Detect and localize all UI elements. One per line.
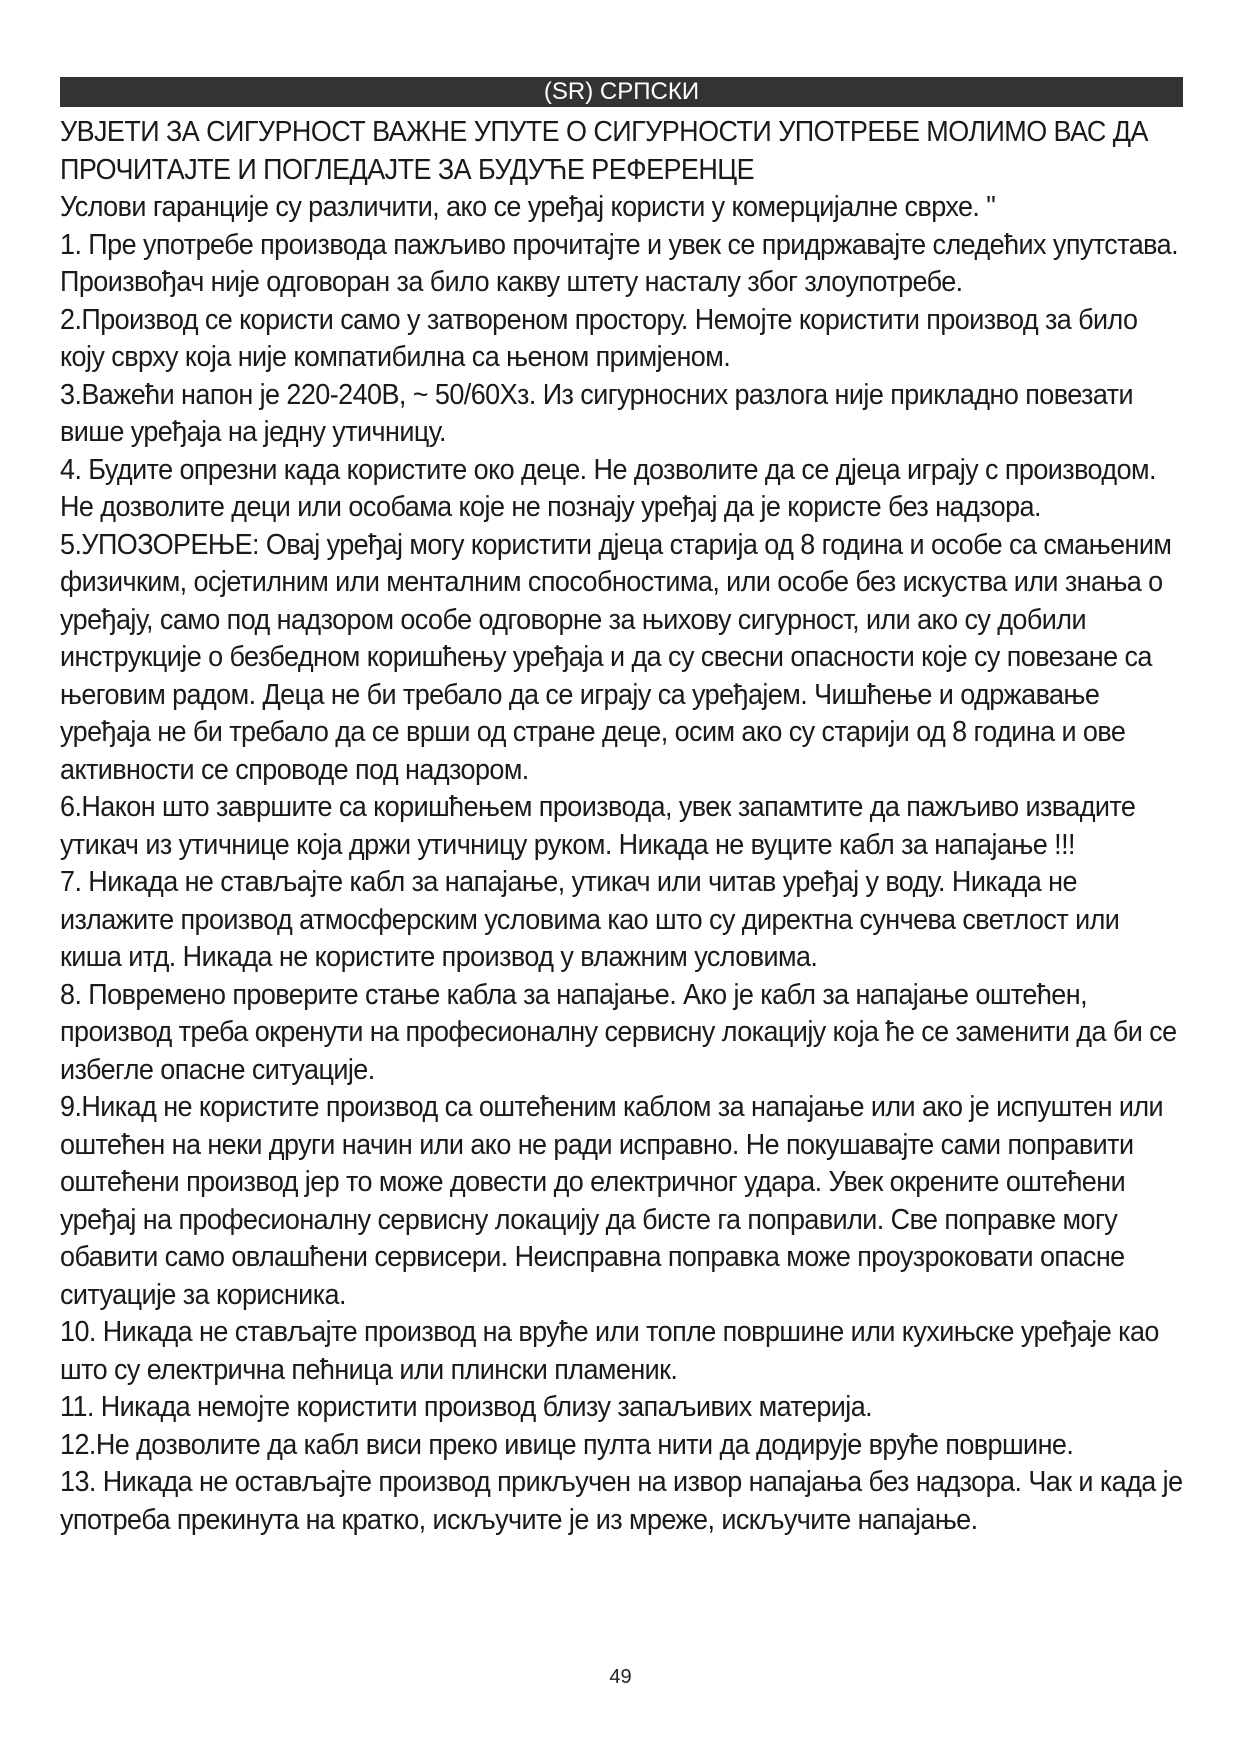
instruction-item-1: 1. Пре употребе производа пажљиво прочитајте и увек се придржавајте следећих упутстава. Произвођач није одговоран за било какву штету насталу због злоупотребе.	[60, 228, 1179, 298]
instruction-item-7: 7. Никада не стављајте кабл за напајање, утикач или читав уређај у воду. Никада не излажите производ атмосферским условима као што су директна сунчева светлост или киша итд. Никада не користите производ у влажним условима.	[60, 866, 1120, 973]
instruction-item-11: 11. Никада немојте користити производ близу запаљивих материја.	[60, 1391, 873, 1423]
language-header-bar: (SR) СРПСКИ	[60, 77, 1183, 107]
page-number: 49	[609, 1666, 632, 1688]
warranty-intro: Услови гаранције су различити, ако се уређај користи у комерцијалне сврхе. "	[60, 191, 996, 223]
instruction-item-5: 5.УПОЗОРЕЊЕ: Овај уређај могу користити дјеца старија од 8 година и особе са смањеним физичким, осјетилним или менталним способностима, или особе без искуства или знања о уређају, само под надзором особе одговорне за њихову сигурност, или ако су добили инструкције о безбедном коришћењу уређаја и да су свесни опасности које су повезане са његовим радом. Деца не би требало да се играју са уређајем. Чишћење и одржавање уређаја не би требало да се врши од стране деце, осим ако су старији од 8 година и ове активности се спроводе под надзором.	[60, 528, 1172, 786]
safety-heading: УВЈЕТИ ЗА СИГУРНОСТ ВАЖНЕ УПУТЕ О СИГУРНОСТИ УПОТРЕБЕ МОЛИМО ВАС ДА ПРОЧИТАЈТЕ И ПОГЛЕДАЈТЕ ЗА БУДУЋЕ РЕФЕРЕНЦЕ	[60, 116, 1148, 186]
instruction-item-3: 3.Важећи напон је 220-240В, ~ 50/60Хз. Из сигурносних разлога није прикладно повезати више уређаја на једну утичницу.	[60, 378, 1134, 448]
instruction-item-13: 13. Никада не остављајте производ прикључен на извор напајања без надзора. Чак и када је употреба прекинута на кратко, искључите је из мреже, искључите напајање.	[60, 1466, 1183, 1536]
instruction-item-4: 4. Будите опрезни када користите око деце. Не дозволите да се дјеца играју с производом. Не дозволите деци или особама које не познају уређај да је користе без надзора.	[60, 453, 1156, 523]
instruction-item-8: 8. Повремено проверите стање кабла за напајање. Ако је кабл за напајање оштећен, производ треба окренути на професионалну сервисну локацију која ће се заменити да би се избегле опасне ситуације.	[60, 978, 1177, 1086]
instruction-item-12: 12.Не дозволите да кабл виси преко ивице пулта нити да додирује вруће површине.	[60, 1428, 1074, 1461]
instruction-item-6: 6.Након што завршите са коришћењем производа, увек запамтите да пажљиво извадите утикач из утичнице која држи утичницу руком. Никада не вуците кабл за напајање !!!	[60, 791, 1136, 861]
instruction-item-9: 9.Никад не користите производ са оштећеним каблом за напајање или ако је испуштен или оштећен на неки други начин или ако не ради исправно. Не покушавајте сами поправити оштећени производ јер то може довести до електричног удара. Увек окрените оштећени уређај на професионалну сервисну локацију да бисте га поправили. Све поправке могу обавити само овлашћени сервисери. Неисправна поправка може проузроковати опасне ситуације за корисника.	[60, 1091, 1164, 1311]
instruction-item-10: 10. Никада не стављајте производ на вруће или топле површине или кухињске уређаје као што су електрична пећница или плински пламеник.	[60, 1316, 1159, 1386]
document-body	[60, 114, 1183, 1539]
instruction-item-2: 2.Производ се користи само у затвореном простору. Немојте користити производ за било коју сврху која није компатибилна са њеном примјеном.	[60, 303, 1138, 373]
